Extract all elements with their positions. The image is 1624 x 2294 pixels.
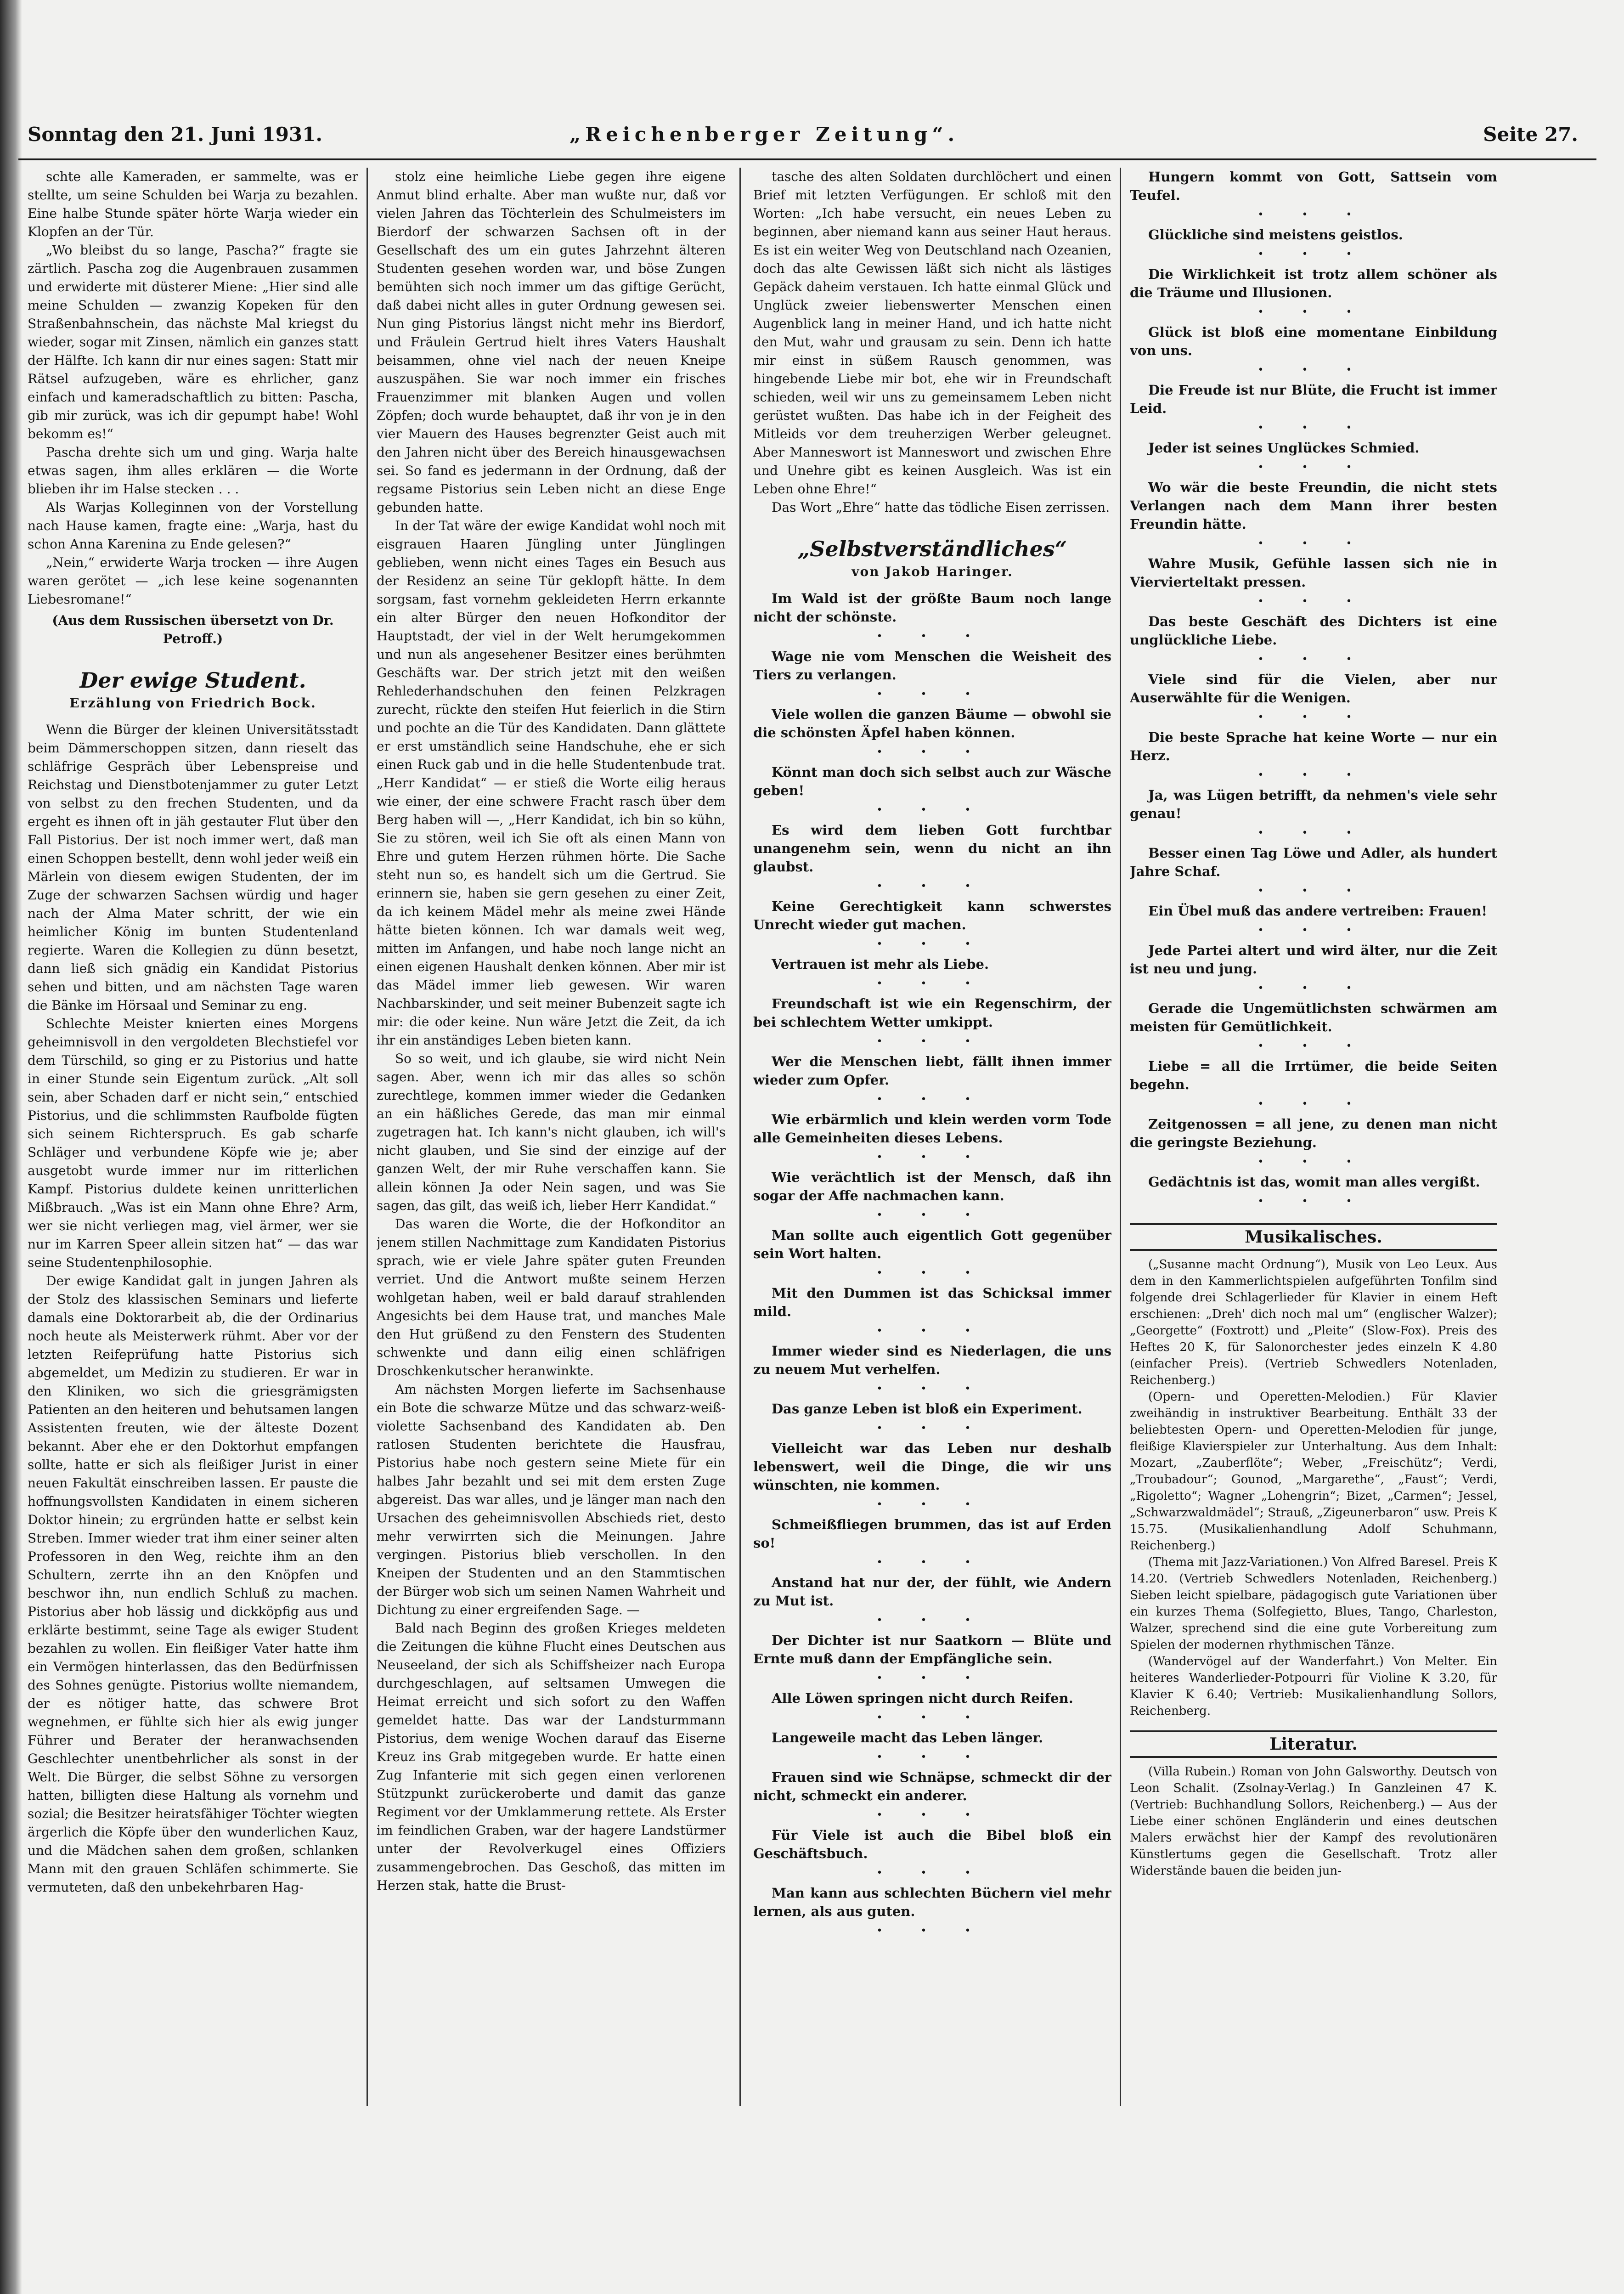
star-separator: • • • bbox=[1257, 1156, 1370, 1168]
aphorism: Das beste Geschäft des Dichters ist eine unglückliche Liebe. bbox=[1130, 614, 1497, 648]
aphorism: Vielleicht war das Leben nur deshalb lebenswert, weil die Dinge, die wir uns wünschten, nie kommen. bbox=[753, 1441, 1111, 1493]
aphorism: Man kann aus schlechten Büchern viel mehr lernen, als aus guten. bbox=[753, 1885, 1111, 1919]
aphorism: Ja, was Lügen betrifft, da nehmen's viele sehr genau! bbox=[1130, 787, 1497, 821]
aphorism: Schmeißfliegen brummen, das ist auf Erden so! bbox=[753, 1517, 1111, 1551]
paragraph: Das waren die Worte, die der Hofkonditor an jenem stillen Nachmittage zum Kandidaten Pistorius sprach, wie er viele Jahre später guten Freunden verriet. Und die Antwort mußte seinem Herzen wohlgetan haben, weil er bald darauf strahlenden Angesichts bei dem Hause trat, und manches Male den Hut grüßend zu den Fenstern des Studenten schwenkte und dann eilig einen schläfrigen Droschkenkutscher heranwinkte. bbox=[377, 1216, 726, 1379]
star-separator: • • • bbox=[876, 1499, 988, 1510]
paragraph: tasche des alten Soldaten durchlöchert und einen Brief mit letzten Verfügungen. Er schloß mit den Worten: „Ich habe versucht, ein neues Leben zu beginnen, aber niemand kann aus seiner Haut heraus. Es ist ein weiter Weg von Deutschland nach Ozeanien, doch das alte Gewissen läßt sich nicht als lästiges Gepäck daheim verstauen. Ich hatte einmal Glück und Unglück zweier liebenswerter Menschen einen Augenblick lang in meiner Hand, und ich hatte nicht den Mut, wahr und grausam zu sein. Denn ich hatte mir einst in süßem Rausch genommen, was hingebende Liebe mir bot, ehe wir in Freundschaft schieden, weil wir uns zu gemeinsamem Leben nicht gerüstet wußten. Das habe ich in der Feigheit des Mitleids vor dem treuherzigen Werber geleugnet. Aber Manneswort ist Manneswort und zwischen Ehre und Unehre gibt es keinen Ausgleich. Was ist ein Leben ohne Ehre!“ bbox=[753, 169, 1111, 497]
paragraph: „Nein,“ erwiderte Warja trocken — ihre Augen waren gerötet — „ich lese keine sogenannten Liebesromane!“ bbox=[28, 555, 358, 607]
literature-section-heading: Literatur. bbox=[1130, 1730, 1497, 1758]
aphorism: Man sollte auch eigentlich Gott gegenüber sein Wort halten. bbox=[753, 1227, 1111, 1261]
aphorism: Hungern kommt von Gott, Sattsein vom Teufel. bbox=[1130, 169, 1497, 203]
column-rule bbox=[739, 168, 741, 2106]
paragraph: Pascha drehte sich um und ging. Warja halte etwas sagen, ihm alles erklären — die Worte blieben ihr im Halse stecken . . . bbox=[28, 445, 358, 497]
star-separator: • • • bbox=[1257, 422, 1370, 434]
star-separator: • • • bbox=[876, 1036, 988, 1047]
star-separator: • • • bbox=[1257, 1040, 1370, 1052]
column-rule bbox=[1120, 168, 1121, 2106]
scan-margin-shadow bbox=[0, 0, 22, 2294]
star-separator: • • • bbox=[876, 1672, 988, 1684]
star-separator: • • • bbox=[1257, 364, 1370, 376]
newspaper-title: „Reichenberger Zeitung“. bbox=[570, 123, 959, 146]
story-title: Der ewige Student. bbox=[79, 668, 306, 693]
star-separator: • • • bbox=[876, 938, 988, 950]
aphorism: Die beste Sprache hat keine Worte — nur ein Herz. bbox=[1130, 729, 1497, 763]
aphorism: Vertrauen ist mehr als Liebe. bbox=[772, 956, 989, 972]
star-separator: • • • bbox=[876, 1325, 988, 1337]
aphorism: Freundschaft ist wie ein Regenschirm, der bei schlechtem Wetter umkippt. bbox=[753, 996, 1111, 1030]
star-separator: • • • bbox=[1257, 885, 1370, 897]
aphorism: Wie verächtlich ist der Mensch, daß ihn sogar der Affe nachmachen kann. bbox=[753, 1170, 1111, 1204]
star-separator: • • • bbox=[876, 1209, 988, 1221]
aphorism: Liebe = all die Irrtümer, die beide Seiten begehn. bbox=[1130, 1058, 1497, 1092]
aphorisms-byline: von Jakob Haringer. bbox=[851, 564, 1013, 579]
column-4 bbox=[1130, 168, 1497, 2258]
aphorism-list bbox=[753, 589, 1111, 1942]
aphorism: Viele sind für die Vielen, aber nur Auserwählte für die Wenigen. bbox=[1130, 672, 1497, 706]
star-separator: • • • bbox=[876, 631, 988, 642]
music-section-heading: Musikalisches. bbox=[1130, 1223, 1497, 1251]
aphorism: Zeitgenossen = all jene, zu denen man nicht die geringste Beziehung. bbox=[1130, 1116, 1497, 1150]
header-rule bbox=[18, 158, 1596, 160]
translation-credit: (Aus dem Russischen übersetzt von Dr. Petroff.) bbox=[52, 613, 334, 646]
aphorism: Gedächtnis ist das, womit man alles vergißt. bbox=[1148, 1174, 1480, 1190]
star-separator: • • • bbox=[876, 1925, 988, 1937]
paragraph: (Thema mit Jazz-Variationen.) Von Alfred Baresel. Preis K 14.20. (Vertrieb Schwedlers Notenladen, Reichenberg.) Sieben leicht spielbare, pädagogisch gute Variationen über ein kurzes Thema (Solfegietto, Blues, Tango, Charleston, Walzer, sprechend sind die eine gute Vorbereitung zum Spielen der modernen rhythmischen Tänze. bbox=[1130, 1555, 1497, 1652]
paragraph: Als Warjas Kolleginnen von der Vorstellung nach Hause kamen, fragte eine: „Warja, hast du schon Anna Karenina zu Ende gelesen?“ bbox=[28, 500, 358, 552]
star-separator: • • • bbox=[1257, 462, 1370, 473]
star-separator: • • • bbox=[876, 1867, 988, 1879]
paragraph: stolz eine heimliche Liebe gegen ihre eigene Anmut blind erhalte. Aber man wußte nur, daß vor vielen Jahren das Töchterlein des Schulmeisters im Bierdorf der schwarzen Sachsen oft in der Gesellschaft des um ein gutes Jahrzehnt älteren Studenten gesehen worden war, und böse Zungen bemühten sich noch immer um das giftige Gerücht, daß dabei nicht alles in guter Ordnung gewesen sei. Nun ging Pistorius längst nicht mehr ins Bierdorf, und Fräulein Gertrud hielt ihres Vaters Haushalt beisammen, ohne viel nach der neuen Kneipe auszuspähen. Sie war noch immer ein frisches Frauenzimmer mit blanken Augen und vollen Zöpfen; doch wurde behauptet, daß ihr von je in den vier Mauern des Hauses begrenzter Geist auch mit den Jahren nicht über des Bereich hinausgewachsen sei. So fand es jedermann in der Ordnung, daß der regsame Pistorius sein Leben nicht an diese Enge gebunden hatte. bbox=[377, 169, 726, 515]
paragraph: Schlechte Meister knierten eines Morgens geheimnisvoll in den vergoldeten Blechstiefel vor dem Türschild, so ging er zu Pistorius und hatte in einer Stunde sein Eigentum zurück. „Alt soll sein, aber Schaden darf er nicht sein,“ entschied Pistorius, und die schlimmsten Raufbolde fügten sich seinem Richterspruch. Es gab scharfe Schläger und verbundene Köpfe wie je; aber ausgetobt wurde immer nur im ritterlichen Kampf. Pistorius duldete keinen unritterlichen Mißbrauch. „Was ist ein Mann ohne Ehre? Arm, wer sie nicht verliegen mag, viel ärmer, wer sie nur im Karren Speer allein sitzen hat“ — das war seine Studentenphilosophie. bbox=[28, 1016, 358, 1270]
aphorism: Mit den Dummen ist das Schicksal immer mild. bbox=[753, 1285, 1111, 1319]
aphorism: Jede Partei altert und wird älter, nur die Zeit ist neu und jung. bbox=[1130, 943, 1497, 977]
paragraph: (Opern- und Operetten-Melodien.) Für Klavier zweihändig in instruktiver Bearbeitung. Enthält 33 der beliebtesten Opern- und Operetten-Melodien für junge, fleißige Klavierspieler zur Unterhaltung. Aus dem Inhalt: Mozart, „Zauberflöte“; Weber, „Freischütz“; Verdi, „Troubadour“; Gounod, „Margarethe“, „Faust“; Verdi, „Rigoletto“; Wagner „Lohengrin“; Bizet, „Carmen“; Jessel, „Schwarzwaldmädel“; Strauß, „Zigeunerbaron“ usw. Preis K 15.75. (Musikalienhandlung Adolf Schuhmann, Reichenberg.) bbox=[1130, 1390, 1497, 1553]
aphorism: Keine Gerechtigkeit kann schwerstes Unrecht wieder gut machen. bbox=[753, 898, 1111, 932]
star-separator: • • • bbox=[876, 1712, 988, 1723]
star-separator: • • • bbox=[1257, 925, 1370, 936]
star-separator: • • • bbox=[876, 1423, 988, 1434]
aphorism: Im Wald ist der größte Baum noch lange nicht der schönste. bbox=[753, 591, 1111, 625]
star-separator: • • • bbox=[1257, 596, 1370, 607]
star-separator: • • • bbox=[876, 1809, 988, 1821]
column-rule bbox=[367, 168, 368, 2106]
star-separator: • • • bbox=[1257, 827, 1370, 839]
aphorism: Wer die Menschen liebt, fällt ihnen immer wieder zum Opfer. bbox=[753, 1054, 1111, 1088]
star-separator: • • • bbox=[1257, 209, 1370, 220]
star-separator: • • • bbox=[1257, 654, 1370, 665]
star-separator: • • • bbox=[1257, 249, 1370, 260]
star-separator: • • • bbox=[1257, 1098, 1370, 1110]
star-separator: • • • bbox=[876, 689, 988, 700]
aphorism: Gerade die Ungemütlichsten schwärmen am meisten für Gemütlichkeit. bbox=[1130, 1000, 1497, 1034]
column-2 bbox=[377, 168, 726, 2258]
aphorism: Immer wieder sind es Niederlagen, die uns zu neuem Mut verhelfen. bbox=[753, 1343, 1111, 1377]
aphorism: Die Freude ist nur Blüte, die Frucht ist immer Leid. bbox=[1130, 382, 1497, 416]
aphorisms-title: „Selbstverständliches“ bbox=[797, 537, 1067, 561]
star-separator: • • • bbox=[876, 1557, 988, 1568]
aphorism: Wie erbärmlich und klein werden vorm Tode alle Gemeinheiten dieses Lebens. bbox=[753, 1112, 1111, 1146]
paragraph: Das Wort „Ehre“ hatte das tödliche Eisen zerrissen. bbox=[772, 500, 1110, 515]
column-1 bbox=[28, 168, 358, 2258]
aphorism: Frauen sind wie Schnäpse, schmeckt dir der nicht, schmeckt ein anderer. bbox=[753, 1769, 1111, 1803]
aphorism: Alle Löwen springen nicht durch Reifen. bbox=[772, 1690, 1073, 1706]
star-separator: • • • bbox=[1257, 983, 1370, 994]
paragraph: „Wo bleibst du so lange, Pascha?“ fragte sie zärtlich. Pascha zog die Augenbrauen zusammen und erwiderte mit düsterer Miene: „Hier sind alle meine Schulden — zwanzig Kopeken für den Straßenbahnschein, das nächste Mal kriegst du wieder, sogar mit Zinsen, nämlich ein ganzes statt der Hälfte. Ich kann dir nur eines sagen: Statt mir Rätsel aufzugeben, wäre es ehrlicher, ganz einfach und kameradschaftlich zu bitten: Pascha, gib mir zurück, was ich dir gepumpt habe! Wohl bekomm es!“ bbox=[28, 243, 358, 441]
star-separator: • • • bbox=[876, 1752, 988, 1763]
aphorism: Für Viele ist auch die Bibel bloß ein Geschäftsbuch. bbox=[753, 1827, 1111, 1861]
star-separator: • • • bbox=[876, 978, 988, 989]
star-separator: • • • bbox=[1257, 712, 1370, 723]
page-header bbox=[28, 123, 1596, 155]
star-separator: • • • bbox=[876, 1383, 988, 1395]
star-separator: • • • bbox=[876, 1615, 988, 1626]
paragraph: („Susanne macht Ordnung“), Musik von Leo Leux. Aus dem in den Kammerlichtspielen aufgeführten Tonfilm sind folgende drei Schlagerlieder für Klavier in einem Heft erschienen: „Dreh' dich noch mal um“ (englischer Walzer); „Georgette“ (Foxtrott) und „Pleite“ (Slow-Fox). Preis des Heftes 20 K, für Salonorchester jedes einzeln K 4.80 (einfacher Preis). (Vertrieb Schwedlers Notenladen, Reichenberg.) bbox=[1130, 1258, 1497, 1387]
star-separator: • • • bbox=[876, 746, 988, 758]
paragraph: schte alle Kameraden, er sammelte, was er stellte, um seine Schulden bei Warja zu bezahlen. Eine halbe Stunde später hörte Warja wieder ein Klopfen an der Tür. bbox=[28, 169, 358, 239]
star-separator: • • • bbox=[1257, 306, 1370, 318]
paragraph: Bald nach Beginn des großen Krieges meldeten die Zeitungen die kühne Flucht eines Deutschen aus Neuseeland, der sich als Schiffsheizer nach Europa durchgeschlagen, auf seltsamen Umwegen die Heimat erreicht und sich sofort zu den Waffen gemeldet hatte. Das war der Landsturmmann Pistorius, dem wenige Wochen darauf das Eiserne Kreuz ins Grab mitgegeben wurde. Er hatte einen Zug Infanterie mit sich gegen einen verlorenen Stützpunkt zurückeroberte und damit das ganze Regiment vor der Umklammerung rettete. Als Erster im feindlichen Graben, war der hagere Landstürmer unter der Revolverkugel eines Offiziers zusammengebrochen. Das Geschoß, das mitten im Herzen stak, hatte die Brust- bbox=[377, 1621, 726, 1893]
page-number: Seite 27. bbox=[1483, 123, 1578, 146]
aphorism: Ein Übel muß das andere vertreiben: Frauen! bbox=[1148, 903, 1488, 919]
paragraph: In der Tat wäre der ewige Kandidat wohl noch mit eisgrauen Haaren Jüngling unter Jünglingen geblieben, wenn nicht eines Tages ein Besuch aus der Residenz an seine Tür geklopft hätte. In dem sorgsam, fast vornehm gekleideten Herrn erkannte ein alter Bürger den neuen Hofkonditor der Hauptstadt, der viel in der Welt herumgekommen und nun als angesehener Besitzer eines berühmten Geschäfts war. Der strich jetzt mit den weißen Rehlederhandschuhen den feinen Pelzkragen zurecht, rückte den steifen Hut feierlich in die Stirn und pochte an die Tür des Kandidaten. Dann glättete er erst umständlich seine Handschuhe, ehe er sich einen Ruck gab und in die helle Studentenbude trat. „Herr Kandidat“ — er stieß die Worte eilig heraus wie einer, der eine schwere Fracht rasch über dem Berg haben will —, „Herr Kandidat, ich bin so kühn, Sie zu stören, weil ich Sie oft als einen Mann von Ehre und gutem Herzen rühmen hörte. Die Sache steht nun so, es handelt sich um die Gertrud. Sie erinnern sie, haben sie gern gesehen zu einer Zeit, da ich keinem Mädel mehr als meine zwei Hände hätte bieten können. Ich war damals weit weg, mitten im Anfangen, und habe noch lange nicht an einen eigenen Haushalt denken können. Aber mir ist das Mädel immer lieb gewesen. Wir waren Nachbarskinder, und seit meiner Bubenzeit sagte ich mir: die oder keine. Nun wäre Jetzt die Zeit, da ich ihr ein anständiges Leben bieten kann. bbox=[377, 518, 726, 1048]
aphorism: Glückliche sind meistens geistlos. bbox=[1148, 227, 1403, 243]
aphorism-list bbox=[1130, 168, 1497, 1212]
aphorism: Glück ist bloß eine momentane Einbildung von uns. bbox=[1130, 324, 1497, 358]
column-3 bbox=[753, 168, 1111, 2258]
aphorism: Die Wirklichkeit ist trotz allem schöner als die Träume und Illusionen. bbox=[1130, 266, 1497, 300]
star-separator: • • • bbox=[876, 1094, 988, 1105]
aphorism: Besser einen Tag Löwe und Adler, als hundert Jahre Schaf. bbox=[1130, 845, 1497, 879]
aphorism: Jeder ist seines Unglückes Schmied. bbox=[1148, 440, 1420, 456]
story-byline: Erzählung von Friedrich Bock. bbox=[69, 695, 316, 711]
paragraph: So so weit, und ich glaube, sie wird nicht Nein sagen. Aber, wenn ich mir das alles so schön zurechtlege, kommen immer wieder die Gedanken an ein häßliches Gerede, das man mir einmal zugetragen hat. Ich kann's nicht glauben, ich will's nicht glauben, und Sie sind der einzige auf der ganzen Welt, der mir Ruhe verschaffen kann. Sie allein können Ja oder Nein sagen, und was Sie sagen, das gilt, das weiß ich, lieber Herr Kandidat.“ bbox=[377, 1051, 726, 1213]
star-separator: • • • bbox=[876, 1152, 988, 1163]
aphorism: Wage nie vom Menschen die Weisheit des Tiers zu verlangen. bbox=[753, 649, 1111, 683]
header-date: Sonntag den 21. Juni 1931. bbox=[28, 123, 322, 146]
aphorism: Wo wär die beste Freundin, die nicht stets Verlangen nach dem Mann ihrer besten Freundin hätte. bbox=[1130, 480, 1497, 532]
star-separator: • • • bbox=[1257, 538, 1370, 549]
aphorism: Langeweile macht das Leben länger. bbox=[772, 1730, 1043, 1746]
star-separator: • • • bbox=[1257, 1196, 1370, 1207]
paragraph: Der ewige Kandidat galt in jungen Jahren als der Stolz des klassischen Seminars und lieferte damals eine Doktorarbeit ab, die der Ordinarius noch heute als Meisterwerk rühmt. Aber vor der letzten Reifeprüfung hatte Pistorius sich abgemeldet, um Medizin zu studieren. Er war in den Kliniken, wo sich die griesgrämigsten Patienten an den heiteren und behutsamen langen Assistenten freuten, wie der älteste Dozent bekannt. Aber ehe er den Doktorhut empfangen sollte, hatte er sich als fleißiger Jurist in einer neuen Fakultät einschreiben lassen. Er pauste die hoffnungsvollsten Kandidaten in einem sicheren Doktor hinein; zu ergründen hatte er selbst kein Streben. Immer wieder trat ihm einer seiner alten Professoren in den Weg, reichte ihm an den Schultern, zerrte ihn an den Knöpfen und beschwor ihn, nun endlich Schluß zu machen. Pistorius aber hob lässig und dickköpfig aus und erklärte bestimmt, seine Tage als ewiger Student bezahlen zu wollen. Ein fleißiger Vater hatte ihm ein Vermögen hinterlassen, das den Bedürfnissen des Sohnes genügte. Pistorius wollte niemandem, der es nötiger hatte, das schwere Brot wegnehmen, er fühlte sich hier als ewig junger Führer und Berater der heranwachsenden Geschlechter unentbehrlicher als sonst in der Welt. Die Bürger, die selbst Söhne zu versorgen hatten, billigten diese Haltung als vornehm und sozial; die Besitzer heiratsfähiger Töchter wiegten ärgerlich die Köpfe über den wunderlichen Kauz, und die Mädchen sahen dem großen, schlanken Mann mit den grauen Schläfen schimmerte. Sie vermuteten, daß den unbekehrbaren Hag- bbox=[28, 1273, 358, 1895]
aphorism: Es wird dem lieben Gott furchtbar unangenehm sein, wenn du nicht an ihn glaubst. bbox=[753, 822, 1111, 875]
aphorism: Wahre Musik, Gefühle lassen sich nie in Viervierteltakt pressen. bbox=[1130, 556, 1497, 590]
aphorism: Anstand hat nur der, der fühlt, wie Andern zu Mut ist. bbox=[753, 1575, 1111, 1609]
aphorism: Könnt man doch sich selbst auch zur Wäsche geben! bbox=[753, 764, 1111, 798]
paragraph: Am nächsten Morgen lieferte im Sachsenhause ein Bote die schwarze Mütze und das schwarz-weiß-violette Sachsenband des Kandidaten ab. Den ratlosen Studenten berichtete die Hausfrau, Pistorius habe noch gestern seine Miete für ein halbes Jahr bezahlt und sei mit dem ersten Zuge abgereist. Das war alles, und je länger man nach den Ursachen des geheimnisvollen Abschieds riet, desto mehr verwirrten sich die Meinungen. Jahre vergingen. Pistorius blieb verschollen. In den Kneipen der Studenten und an den Stammtischen der Bürger wob sich um seinen Namen Wahrheit und Dichtung zu einer ergreifenden Sage. — bbox=[377, 1382, 726, 1617]
paragraph: Wenn die Bürger der kleinen Universitätsstadt beim Dämmerschoppen sitzen, dann rieselt das schläfrige Gespräch über Lebenspreise und Reichstag und Dienstbotenjammer zu guter Letzt von selbst zu den frechen Studenten, und da ergeht es ihnen oft in jäh gestauter Flut über den Fall Pistorius. Der ist noch immer wert, daß man einen Schoppen bestellt, denn wohl jeder weiß ein Märlein von diesem ewigen Studenten, der im Zuge der schwarzen Sachsen würdig und hager nach der Alma Mater schritt, der wie ein heimlicher König im bunten Studentenland regierte. Waren die Kollegien zu dünn besetzt, dann ließ sich gnädig ein Kandidat Pistorius sehen und bitten, und am nächsten Tage waren die Bänke im Hörsaal und Seminar zu eng. bbox=[28, 722, 358, 1013]
paragraph: (Wandervögel auf der Wanderfahrt.) Von Melter. Ein heiteres Wanderlieder-Potpourri für Violine K 3.20, für Klavier K 6.40; Vertrieb: Musikalienhandlung Sollors, Reichenberg. bbox=[1130, 1655, 1497, 1718]
paragraph: (Villa Rubein.) Roman von John Galsworthy. Deutsch von Leon Schalit. (Zsolnay-Verlag.) In Ganzleinen 47 K. (Vertrieb: Buchhandlung Sollors, Reichenberg.) — Aus der Liebe einer schönen Engländerin und eines deutschen Malers erwächst hier der Kampf des revolutionären Künstlertums gegen die Gesellschaft. Trotz aller Widerstände bauen die beiden jun- bbox=[1130, 1765, 1497, 1878]
star-separator: • • • bbox=[1257, 769, 1370, 781]
aphorism: Das ganze Leben ist bloß ein Experiment. bbox=[772, 1401, 1083, 1417]
aphorism: Der Dichter ist nur Saatkorn — Blüte und Ernte muß dann der Empfängliche sein. bbox=[753, 1633, 1111, 1667]
aphorism: Viele wollen die ganzen Bäume — obwohl sie die schönsten Äpfel haben können. bbox=[753, 706, 1111, 740]
star-separator: • • • bbox=[876, 1267, 988, 1279]
star-separator: • • • bbox=[876, 804, 988, 816]
star-separator: • • • bbox=[876, 881, 988, 892]
